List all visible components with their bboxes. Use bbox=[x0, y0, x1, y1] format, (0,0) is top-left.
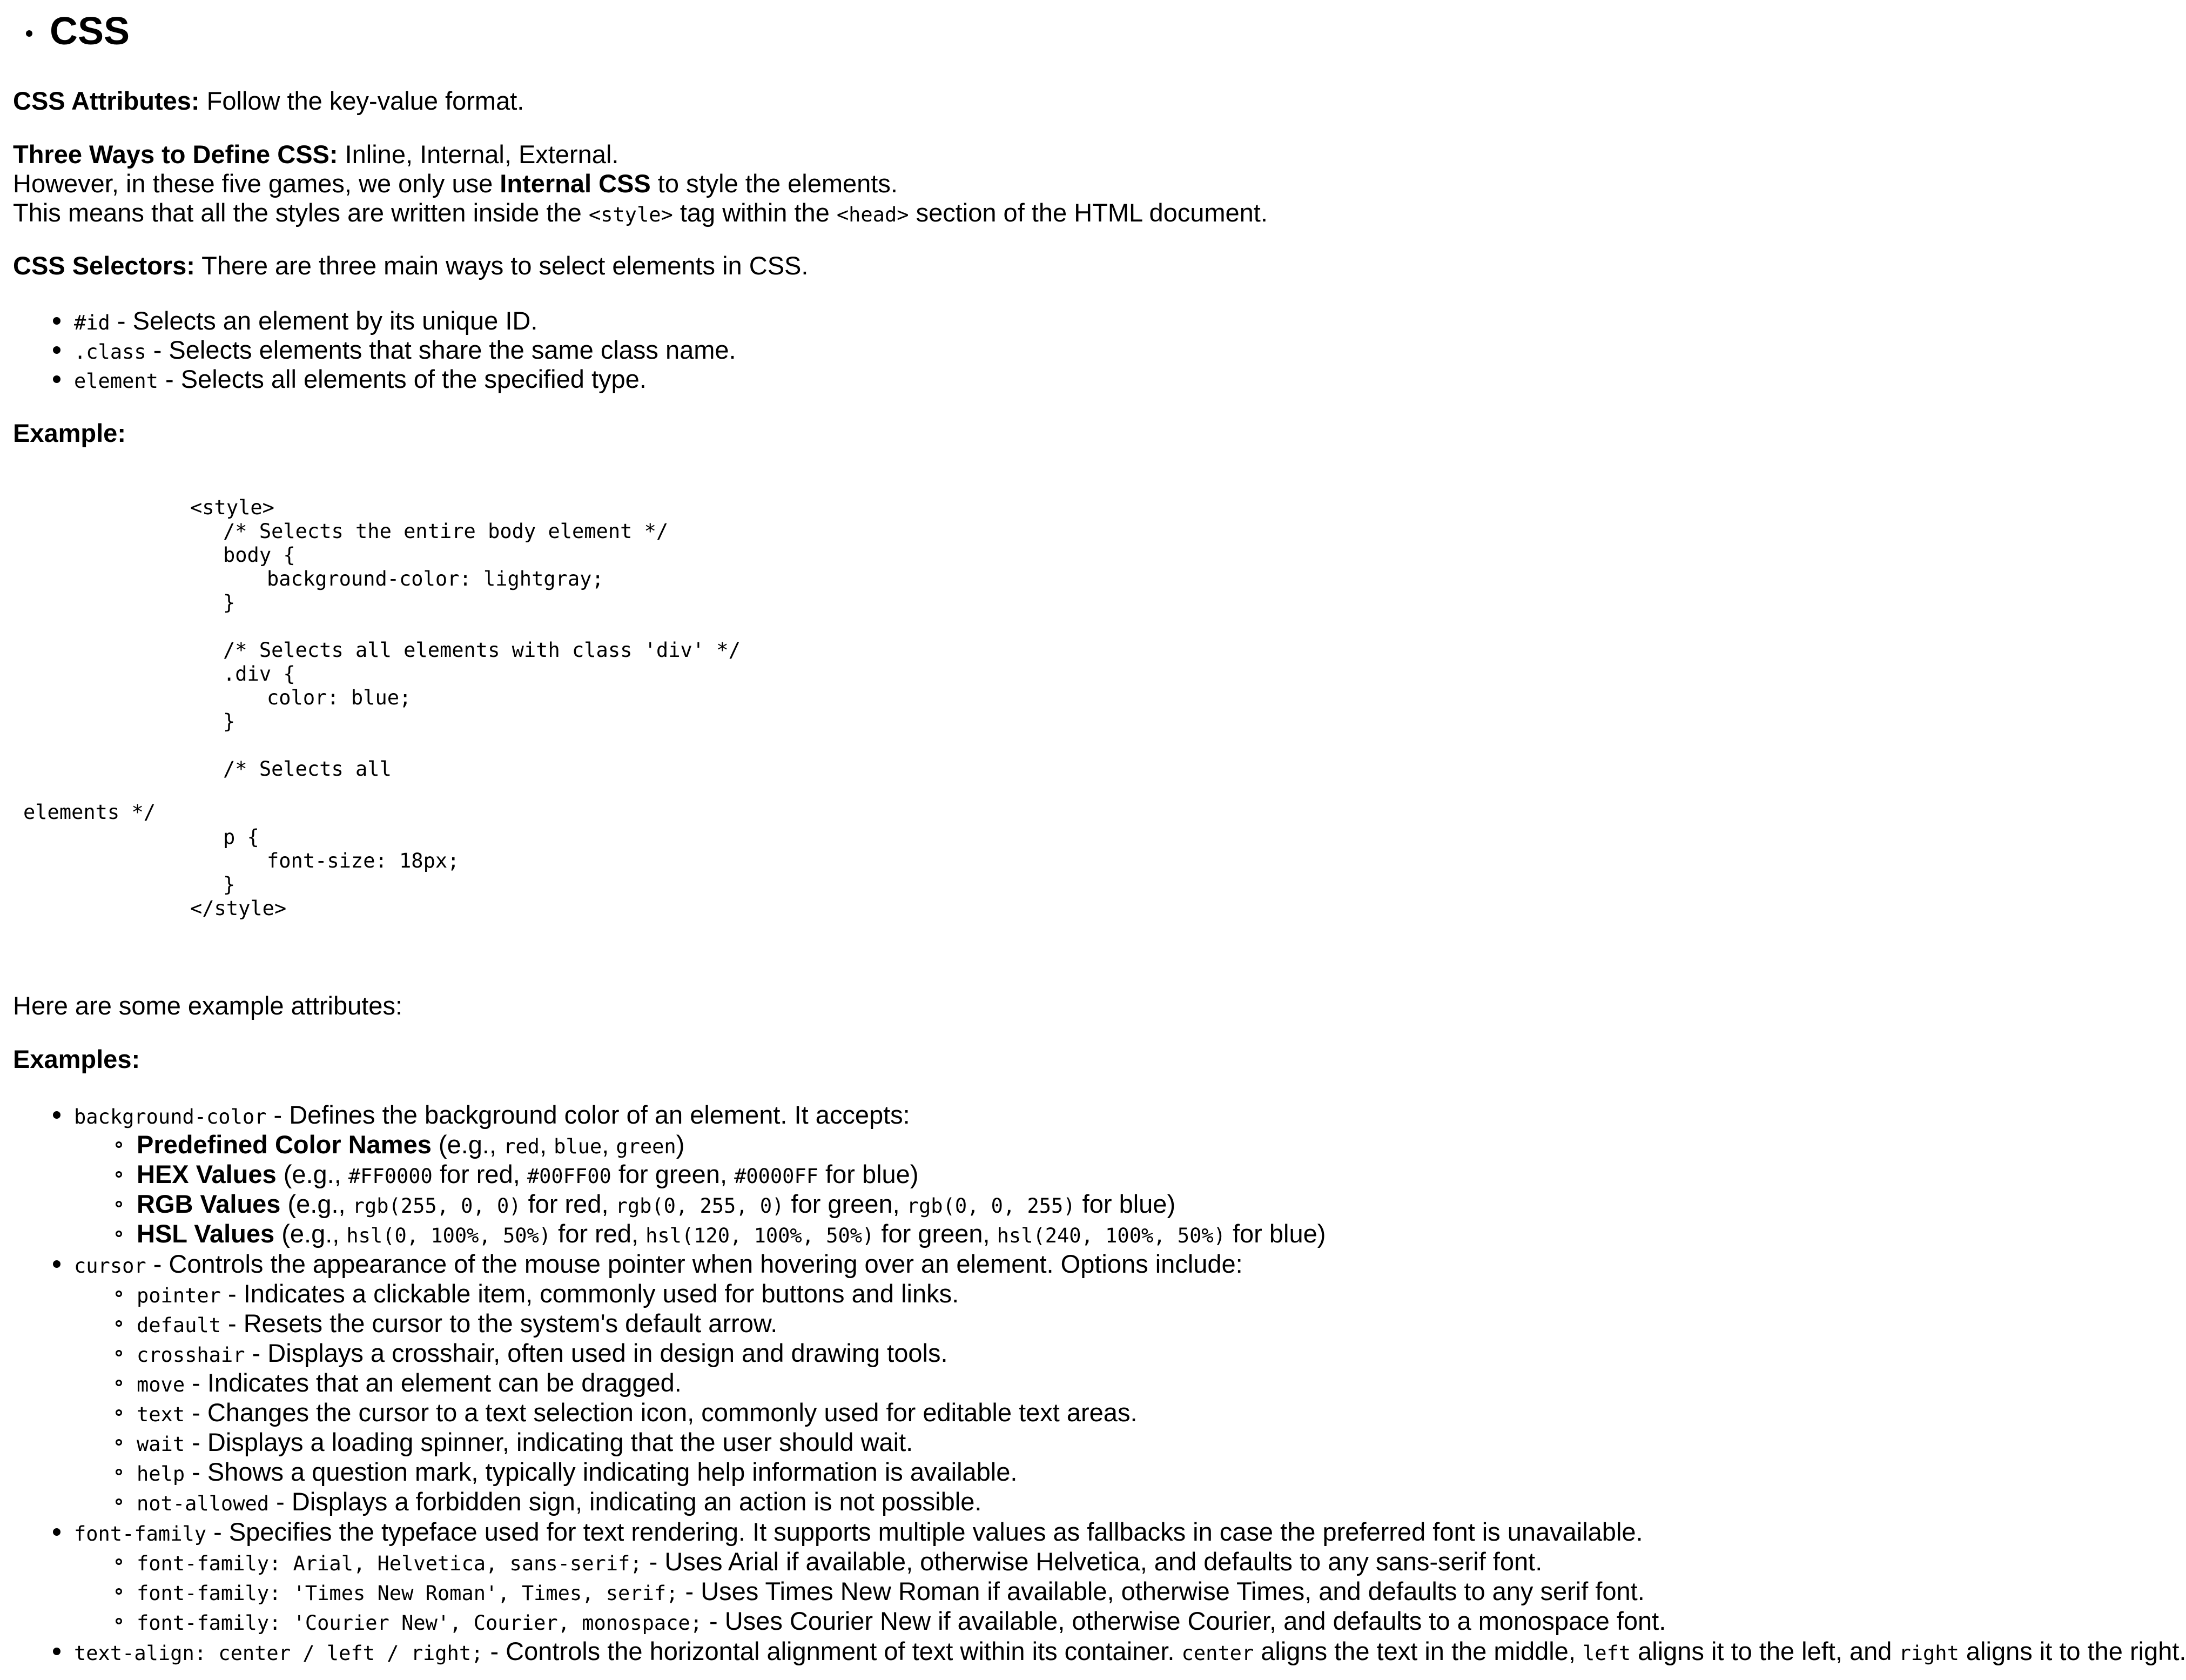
attr-text: - Defines the background color of an element. It accepts: bbox=[266, 1100, 910, 1129]
rgb-text: for blue) bbox=[1075, 1190, 1176, 1218]
rgb-code: rgb(255, 0, 0) bbox=[352, 1194, 521, 1218]
code-line: background-color: lightgray; bbox=[267, 567, 604, 590]
selectors-paragraph bbox=[13, 251, 808, 280]
attr-code: font-family bbox=[74, 1522, 207, 1545]
selector-code: element bbox=[74, 369, 158, 393]
predef-sep: , bbox=[539, 1130, 554, 1159]
hex-text: for blue) bbox=[818, 1160, 919, 1188]
option-code: help bbox=[137, 1462, 185, 1486]
sub-bullet-icon bbox=[116, 1201, 122, 1207]
example-label: Example: bbox=[13, 419, 126, 447]
bullet-icon bbox=[53, 1648, 60, 1655]
here-text: Here are some example attributes: bbox=[13, 991, 402, 1020]
option-code: font-family: 'Times New Roman', Times, serif; bbox=[137, 1582, 678, 1605]
option-text: - Uses Arial if available, otherwise Helvetica, and defaults to any sans-serif font. bbox=[642, 1547, 1543, 1576]
code-line: font-size: 18px; bbox=[267, 849, 460, 872]
code-line: } bbox=[223, 591, 236, 614]
however-bold: Internal CSS bbox=[500, 169, 651, 198]
attr-text: aligns the text in the middle, bbox=[1254, 1637, 1583, 1665]
predef-bold: Predefined Color Names bbox=[137, 1130, 432, 1159]
sub-bullet-icon bbox=[116, 1558, 122, 1565]
sub-bullet-icon bbox=[116, 1469, 122, 1475]
selector-code: #id bbox=[74, 311, 110, 334]
code-line: </style> bbox=[190, 897, 287, 920]
bullet-icon bbox=[53, 1260, 60, 1268]
sub-bullet-icon bbox=[116, 1291, 122, 1297]
means-post: section of the HTML document. bbox=[909, 198, 1268, 227]
predef-sep: , bbox=[602, 1130, 616, 1159]
bullet-icon bbox=[53, 317, 60, 325]
hsl-bold: HSL Values bbox=[137, 1219, 275, 1248]
sub-bullet-icon bbox=[116, 1380, 122, 1386]
rgb-text: for red, bbox=[521, 1190, 616, 1218]
code-line: .div { bbox=[223, 662, 295, 686]
selector-text: - Selects elements that share the same class name. bbox=[146, 335, 736, 364]
sub-bullet-icon bbox=[116, 1350, 122, 1356]
list-item-cursor bbox=[74, 1249, 1243, 1281]
list-item bbox=[137, 1279, 959, 1311]
hex-bold: HEX Values bbox=[137, 1160, 277, 1188]
sub-bullet-icon bbox=[116, 1231, 122, 1237]
bullet-icon bbox=[53, 1528, 60, 1536]
hsl-text: for blue) bbox=[1225, 1219, 1326, 1248]
rgb-pre: (e.g., bbox=[280, 1190, 353, 1218]
attr-text: aligns it to the right. bbox=[1959, 1637, 2186, 1665]
sub-bullet-icon bbox=[116, 1409, 122, 1416]
rgb-code: rgb(0, 0, 255) bbox=[906, 1194, 1075, 1218]
hsl-code: hsl(0, 100%, 50%) bbox=[346, 1224, 551, 1247]
attributes-label: CSS Attributes: bbox=[13, 86, 200, 115]
means-code-style: <style> bbox=[588, 203, 673, 226]
hex-text: for green, bbox=[611, 1160, 735, 1188]
attr-code: cursor bbox=[74, 1254, 146, 1278]
selector-text: - Selects all elements of the specified type. bbox=[158, 365, 647, 393]
hsl-pre: (e.g., bbox=[274, 1219, 347, 1248]
attributes-paragraph bbox=[13, 86, 524, 116]
examples-label: Examples: bbox=[13, 1045, 140, 1073]
code-line: elements */ bbox=[23, 801, 156, 824]
option-text: - Displays a loading spinner, indicating that the user should wait. bbox=[185, 1428, 913, 1456]
rgb-text: for green, bbox=[784, 1190, 907, 1218]
code-line: color: blue; bbox=[267, 686, 412, 709]
rgb-code: rgb(0, 255, 0) bbox=[615, 1194, 784, 1218]
attr-code: background-color bbox=[74, 1105, 267, 1128]
sub-bullet-icon bbox=[116, 1588, 122, 1595]
list-item bbox=[137, 1487, 981, 1518]
code-line: } bbox=[223, 710, 236, 733]
ways-text: Inline, Internal, External. bbox=[338, 140, 619, 169]
code-line: p { bbox=[223, 825, 259, 849]
attr-code-center: center bbox=[1181, 1642, 1254, 1665]
hsl-text: for red, bbox=[551, 1219, 646, 1248]
option-code: pointer bbox=[137, 1284, 221, 1307]
sub-bullet-icon bbox=[116, 1141, 122, 1148]
ways-label: Three Ways to Define CSS: bbox=[13, 140, 338, 169]
list-item bbox=[137, 1189, 1175, 1221]
option-code: text bbox=[137, 1403, 185, 1426]
attr-code-right: right bbox=[1899, 1642, 1959, 1665]
option-code: wait bbox=[137, 1433, 185, 1456]
code-line: /* Selects all elements with class 'div' */ bbox=[223, 639, 741, 662]
attr-text: - Specifies the typeface used for text rendering. It supports multiple values as fallbacks in case the preferred font is unavailable. bbox=[206, 1517, 1643, 1546]
title-bullet-icon bbox=[26, 30, 32, 37]
list-item-font-family bbox=[74, 1517, 1643, 1549]
attributes-text: Follow the key-value format. bbox=[199, 86, 524, 115]
sub-bullet-icon bbox=[116, 1498, 122, 1505]
attr-code: text-align: center / left / right; bbox=[74, 1642, 483, 1665]
predef-code: red bbox=[503, 1135, 540, 1158]
bullet-icon bbox=[53, 375, 60, 383]
selectors-label: CSS Selectors: bbox=[13, 251, 195, 280]
option-code: default bbox=[137, 1314, 221, 1337]
however-line bbox=[13, 169, 898, 198]
attr-code-left: left bbox=[1582, 1642, 1631, 1665]
hex-code: #0000FF bbox=[734, 1165, 818, 1188]
option-text: - Uses Times New Roman if available, otherwise Times, and defaults to any serif font. bbox=[678, 1577, 1645, 1605]
predef-code: blue bbox=[554, 1135, 602, 1158]
list-item bbox=[137, 1338, 948, 1370]
option-text: - Displays a crosshair, often used in design and drawing tools. bbox=[245, 1339, 948, 1367]
selectors-text: There are three main ways to select elements in CSS. bbox=[194, 251, 809, 280]
sub-bullet-icon bbox=[116, 1171, 122, 1178]
list-item-text-align bbox=[74, 1636, 2186, 1668]
bullet-icon bbox=[53, 1111, 60, 1119]
code-line: /* Selects all bbox=[223, 757, 392, 781]
list-item bbox=[137, 1130, 684, 1161]
option-code: not-allowed bbox=[137, 1492, 270, 1515]
predef-post: ) bbox=[676, 1130, 685, 1159]
option-text: - Changes the cursor to a text selection icon, commonly used for editable text areas. bbox=[185, 1398, 1138, 1427]
sub-bullet-icon bbox=[116, 1439, 122, 1446]
attr-text: - Controls the horizontal alignment of text within its container. bbox=[483, 1637, 1182, 1665]
option-text: - Shows a question mark, typically indicating help information is available. bbox=[185, 1457, 1018, 1486]
however-pre: However, in these five games, we only use bbox=[13, 169, 500, 198]
option-text: - Resets the cursor to the system's default arrow. bbox=[220, 1309, 778, 1338]
option-text: - Indicates that an element can be dragged. bbox=[185, 1368, 682, 1397]
means-mid: tag within the bbox=[672, 198, 837, 227]
list-item bbox=[137, 1397, 1138, 1429]
however-post: to style the elements. bbox=[650, 169, 898, 198]
predef-pre: (e.g., bbox=[431, 1130, 504, 1159]
code-line: <style> bbox=[190, 496, 274, 519]
means-pre: This means that all the styles are written inside the bbox=[13, 198, 589, 227]
attr-text: aligns it to the left, and bbox=[1631, 1637, 1899, 1665]
list-item bbox=[137, 1308, 777, 1340]
option-code: font-family: Arial, Helvetica, sans-serif; bbox=[137, 1552, 642, 1575]
list-item bbox=[137, 1159, 918, 1191]
option-code: move bbox=[137, 1373, 185, 1396]
hsl-code: hsl(120, 100%, 50%) bbox=[645, 1224, 875, 1247]
list-item bbox=[137, 1606, 1666, 1638]
hsl-code: hsl(240, 100%, 50%) bbox=[997, 1224, 1226, 1247]
code-line: /* Selects the entire body element */ bbox=[223, 520, 669, 543]
list-item bbox=[74, 364, 647, 396]
hex-text: for red, bbox=[432, 1160, 527, 1188]
bullet-icon bbox=[53, 346, 60, 354]
means-line bbox=[13, 198, 1268, 230]
code-line: body { bbox=[223, 543, 295, 567]
hsl-text: for green, bbox=[874, 1219, 997, 1248]
list-item-background-color bbox=[74, 1100, 910, 1132]
list-item bbox=[137, 1427, 913, 1459]
selector-text: - Selects an element by its unique ID. bbox=[110, 306, 538, 335]
predef-code: green bbox=[616, 1135, 676, 1158]
rgb-bold: RGB Values bbox=[137, 1190, 281, 1218]
list-item bbox=[74, 306, 537, 338]
ways-paragraph bbox=[13, 139, 618, 169]
list-item bbox=[137, 1368, 682, 1400]
sub-bullet-icon bbox=[116, 1320, 122, 1327]
option-text: - Displays a forbidden sign, indicating an action is not possible. bbox=[269, 1487, 982, 1516]
option-code: crosshair bbox=[137, 1343, 245, 1367]
list-item bbox=[137, 1547, 1542, 1578]
hex-code: #00FF00 bbox=[527, 1165, 611, 1188]
option-text: - Indicates a clickable item, commonly used for buttons and links. bbox=[220, 1279, 959, 1308]
list-item bbox=[137, 1457, 1017, 1489]
hex-pre: (e.g., bbox=[276, 1160, 348, 1188]
hex-code: #FF0000 bbox=[348, 1165, 433, 1188]
attr-text: - Controls the appearance of the mouse pointer when hovering over an element. Options include: bbox=[146, 1249, 1243, 1278]
means-code-head: <head> bbox=[836, 203, 909, 226]
list-item bbox=[137, 1219, 1326, 1251]
code-line: } bbox=[223, 873, 236, 896]
sub-bullet-icon bbox=[116, 1618, 122, 1624]
list-item bbox=[137, 1576, 1645, 1608]
list-item bbox=[74, 335, 736, 367]
page-title: CSS bbox=[50, 10, 130, 53]
selector-code: .class bbox=[74, 340, 146, 364]
option-code: font-family: 'Courier New', Courier, monospace; bbox=[137, 1611, 702, 1635]
option-text: - Uses Courier New if available, otherwise Courier, and defaults to a monospace font. bbox=[702, 1607, 1666, 1635]
